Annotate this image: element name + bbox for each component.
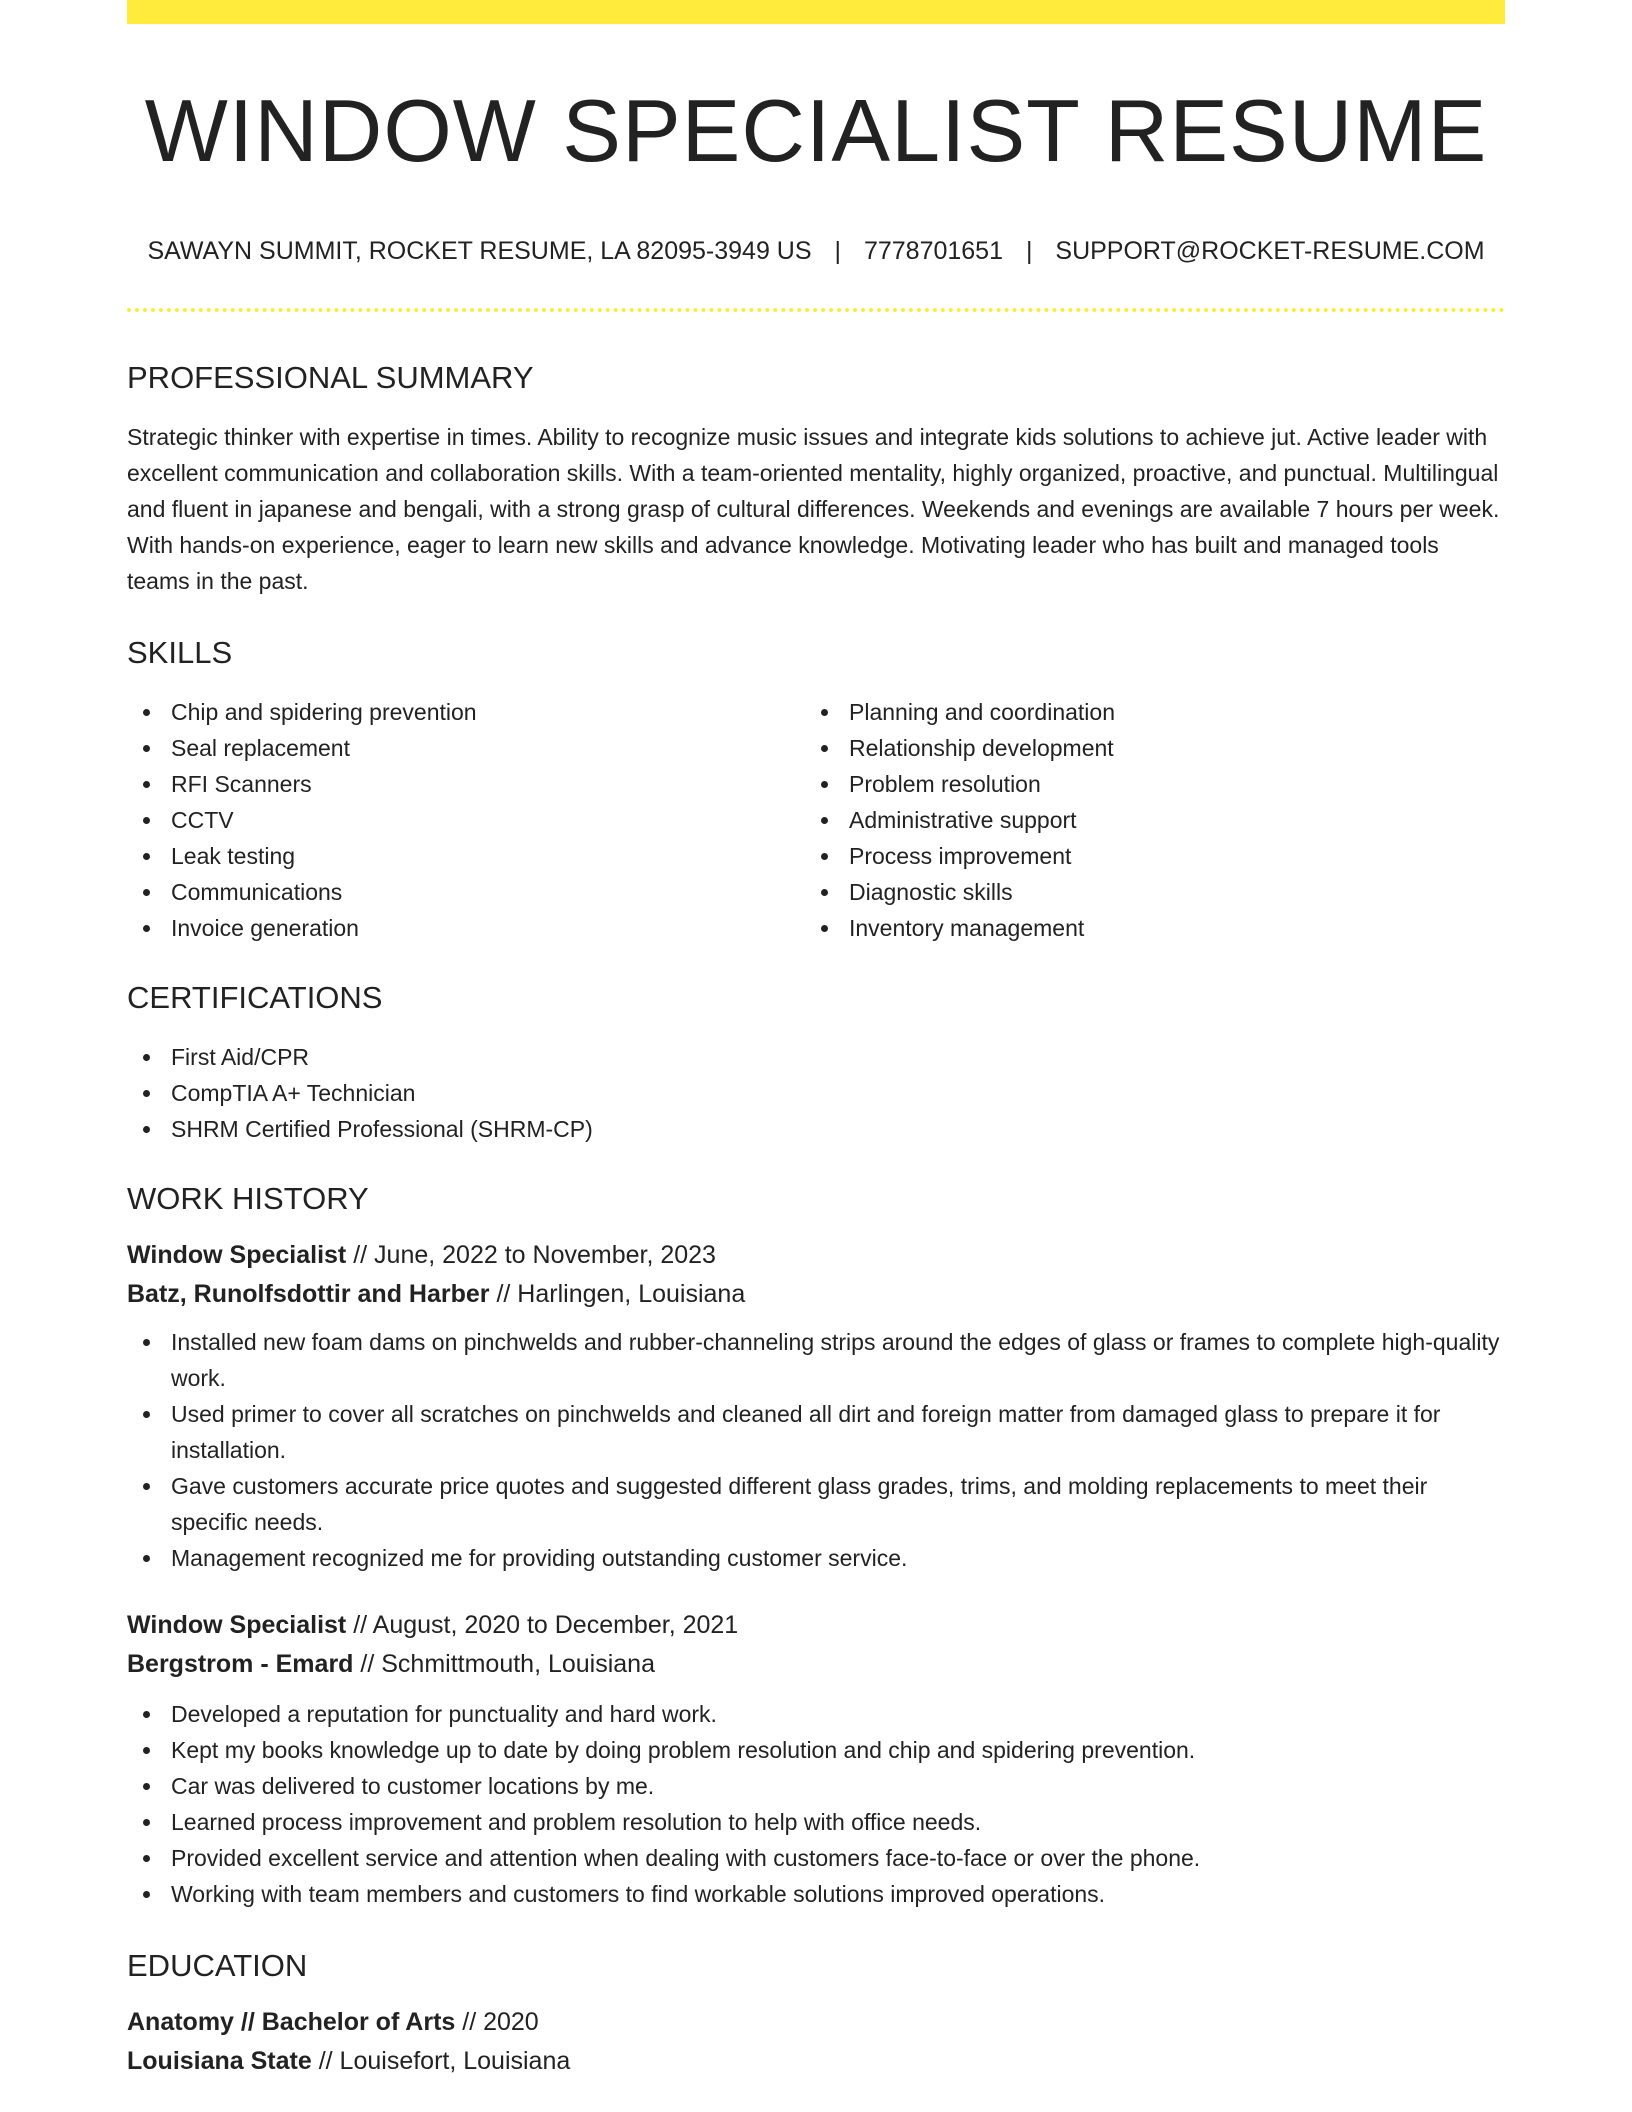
job-location: // Schmittmouth, Louisiana (353, 1650, 655, 1678)
job-role: Window Specialist (127, 1611, 347, 1639)
section-title-skills: SKILLS (127, 635, 233, 670)
skill-item: Seal replacement (127, 730, 805, 766)
job-bullet: Management recognized me for providing outstanding customer service. (127, 1540, 1505, 1576)
certification-item: SHRM Certified Professional (SHRM-CP) (127, 1111, 1505, 1147)
education-year: // 2020 (455, 2008, 539, 2036)
job-bullet: Learned process improvement and problem resolution to help with office needs. (127, 1804, 1505, 1840)
skill-item: Diagnostic skills (805, 874, 1483, 910)
section-title-summary: PROFESSIONAL SUMMARY (127, 360, 534, 395)
education-school-line (127, 2042, 1505, 2081)
job-bullet: Used primer to cover all scratches on pinchwelds and cleaned all dirt and foreign matter from damaged glass to prepare it for installation. (127, 1396, 1505, 1468)
job-role-line (127, 1606, 1505, 1645)
certification-item: First Aid/CPR (127, 1039, 1505, 1075)
skills-list (127, 694, 1505, 946)
resume-title: WINDOW SPECIALIST RESUME (144, 81, 1488, 180)
skill-item: Invoice generation (127, 910, 805, 946)
skill-item: RFI Scanners (127, 766, 805, 802)
job-dates: // August, 2020 to December, 2021 (346, 1611, 739, 1639)
skill-item: CCTV (127, 802, 805, 838)
job-bullet: Gave customers accurate price quotes and suggested different glass grades, trims, and molding replacements to meet their specific needs. (127, 1468, 1505, 1540)
skill-item: Communications (127, 874, 805, 910)
job-bullet: Working with team members and customers to find workable solutions improved operations. (127, 1876, 1505, 1912)
skill-item: Relationship development (805, 730, 1483, 766)
dotted-divider (127, 308, 1505, 312)
contact-address: SAWAYN SUMMIT, ROCKET RESUME, LA 82095-3949 US (147, 237, 812, 265)
contact-line (127, 239, 1505, 264)
job-company-line (127, 1275, 1505, 1314)
section-title-work-history: WORK HISTORY (127, 1181, 369, 1216)
job-bullets (127, 1696, 1505, 1912)
skill-item: Chip and spidering prevention (127, 694, 805, 730)
education-entry (127, 2003, 1505, 2081)
education-location: // Louisefort, Louisiana (311, 2047, 571, 2075)
job-bullet: Developed a reputation for punctuality and hard work. (127, 1696, 1505, 1732)
skill-item: Planning and coordination (805, 694, 1483, 730)
job-role-line (127, 1236, 1505, 1275)
skill-item: Problem resolution (805, 766, 1483, 802)
resume-page (127, 0, 1505, 2081)
job-bullets (127, 1324, 1505, 1576)
skills-column-left (127, 694, 805, 946)
contact-phone: 7778701651 (863, 237, 1003, 265)
accent-top-bar (127, 0, 1505, 24)
job-role: Window Specialist (127, 1241, 347, 1269)
education-school: Louisiana State (127, 2047, 312, 2075)
certification-item: CompTIA A+ Technician (127, 1075, 1505, 1111)
contact-separator: | (834, 237, 841, 265)
skill-item: Administrative support (805, 802, 1483, 838)
job-bullet: Car was delivered to customer locations by me. (127, 1768, 1505, 1804)
job-entry (127, 1236, 1505, 1314)
job-company-line (127, 1645, 1505, 1684)
job-location: // Harlingen, Louisiana (489, 1280, 746, 1308)
section-title-education: EDUCATION (127, 1948, 308, 1983)
skill-item: Leak testing (127, 838, 805, 874)
contact-separator: | (1025, 237, 1033, 265)
skill-item: Inventory management (805, 910, 1483, 946)
skill-item: Process improvement (805, 838, 1483, 874)
job-dates: // June, 2022 to November, 2023 (346, 1241, 716, 1269)
education-degree: Anatomy // Bachelor of Arts (127, 2008, 456, 2036)
section-title-certifications: CERTIFICATIONS (127, 980, 383, 1015)
job-company: Batz, Runolfsdottir and Harber (127, 1280, 490, 1308)
job-company: Bergstrom - Emard (127, 1650, 354, 1678)
job-bullet: Installed new foam dams on pinchwelds and rubber-channeling strips around the edges of glass or frames to complete high-quality work. (127, 1324, 1505, 1396)
contact-email: SUPPORT@ROCKET-RESUME.COM (1055, 237, 1485, 265)
job-bullet: Kept my books knowledge up to date by doing problem resolution and chip and spidering prevention. (127, 1732, 1505, 1768)
summary-text: Strategic thinker with expertise in times. Ability to recognize music issues and integrate kids solutions to achieve jut. Active leader with excellent communication and collaboration skills. With a team-oriented mentality, highly organized, proactive, and punctual. Multilingual and fluent in japanese and bengali, with a strong grasp of cultural differences. Weekends and evenings are available 7 hours per week. With hands-on experience, eager to learn new skills and advance knowledge. Motivating leader who has built and managed tools teams in the past. (127, 424, 1500, 594)
job-bullet: Provided excellent service and attention when dealing with customers face-to-face or over the phone. (127, 1840, 1505, 1876)
education-degree-line (127, 2003, 1505, 2042)
certifications-list (127, 1039, 1505, 1147)
skills-column-right (805, 694, 1483, 946)
job-entry (127, 1606, 1505, 1684)
